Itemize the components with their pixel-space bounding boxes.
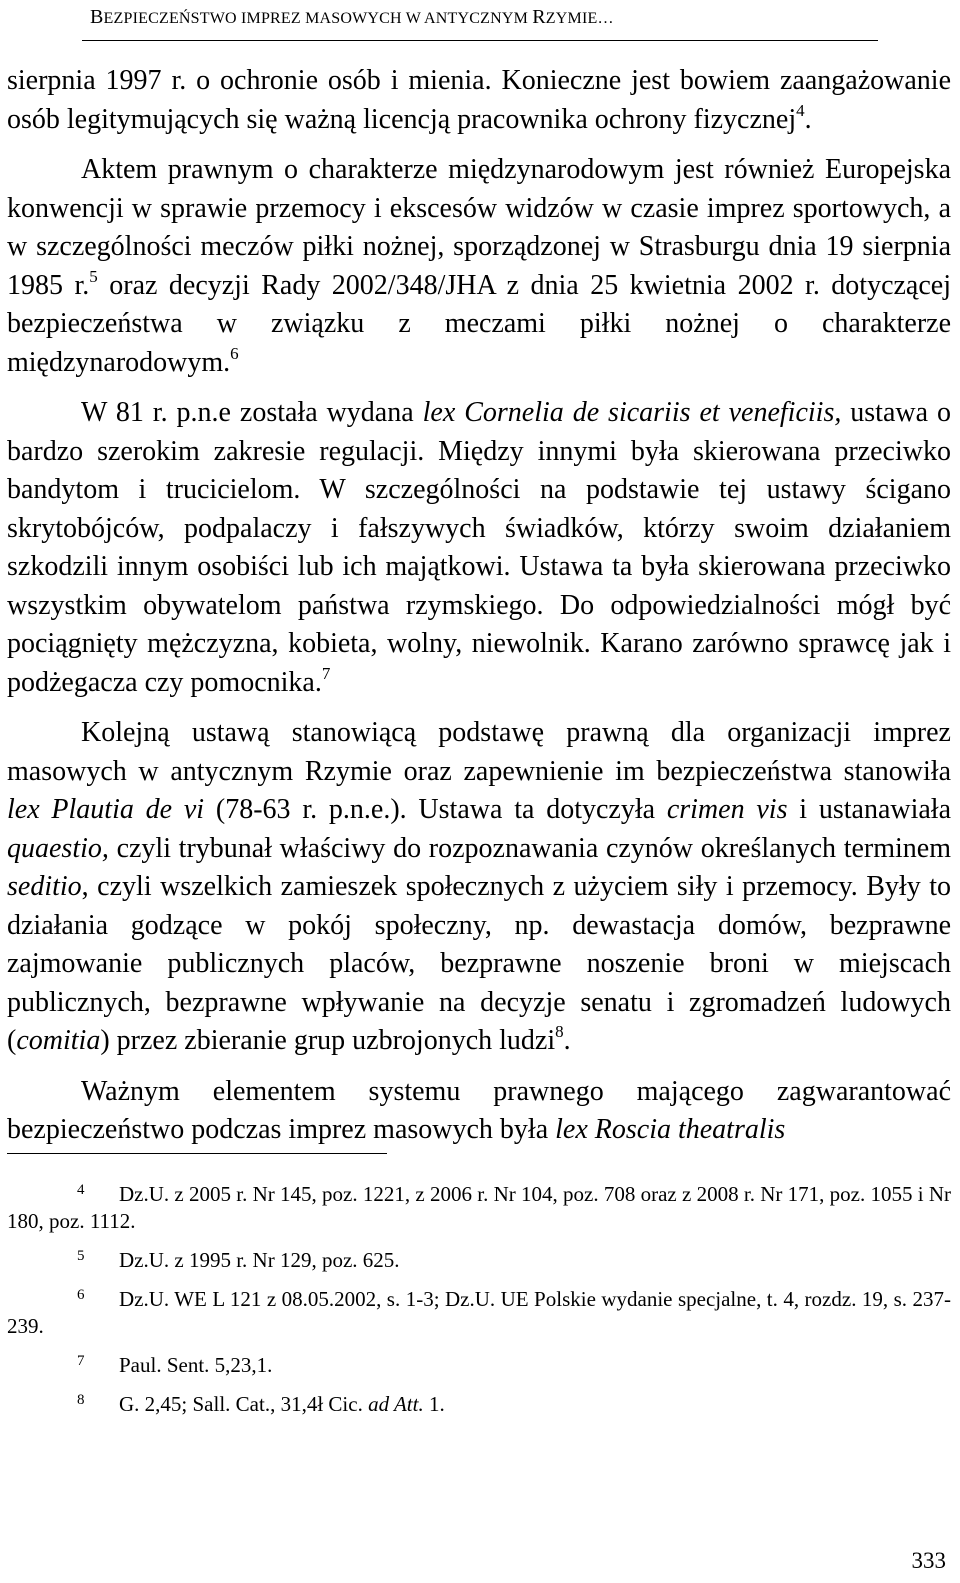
p2-text-b: oraz decyzji Rady 2002/348/JHA z dnia 25 kwietnia 2002 r. dotyczącej bezpieczeństwa w związku z meczami piłki nożnej o charakterze międzynarodowym. [7, 269, 951, 378]
footnote-text: Dz.U. z 1995 r. Nr 129, poz. 625. [119, 1248, 400, 1272]
p4-text-e: , czyli wszelkich zamieszek społecznych z użyciem siły i przemocy. Były to działania godzące w pokój społeczny, np. dewastacja domów, bezprawne zajmowanie publicznych placów, bezprawne noszenie broni w miejscach publicznych, bezprawne wpływanie na decyzje senatu i zgromadzeń ludowych ( [7, 871, 951, 1056]
footnote-text: Dz.U. WE L 121 z 08.05.2002, s. 1-3; Dz.U. UE Polskie wydanie specjalne, t. 4, rozdz. 19, s. 237-239. [7, 1287, 951, 1338]
footnotes [7, 1177, 951, 1426]
p4-italic-comitia: comitia [16, 1025, 101, 1056]
footnote-ref-6: 6 [230, 343, 239, 363]
p3-italic-lex-cornelia: lex Cornelia de sicariis et veneficiis, [422, 397, 842, 428]
footnote-text-end: 1. [423, 1392, 445, 1416]
footnote-ref-4: 4 [796, 100, 805, 120]
footnote-text: G. 2,45; Sall. Cat., 31,4ł Cic. [119, 1392, 369, 1416]
footnote-6 [7, 1282, 951, 1340]
header-initial-r: R [532, 6, 546, 28]
paragraph-2 [7, 151, 951, 382]
footnote-text: Paul. Sent. 5,23,1. [119, 1353, 273, 1377]
p5-text-a: Ważnym elementem systemu prawnego mającego zagwarantować bezpieczeństwo podczas imprez masowych była [7, 1075, 951, 1145]
page-number: 333 [911, 1548, 946, 1573]
p2-text: Aktem prawnym o charakterze międzynarodowym jest również Europejska konwencji w sprawie przemocy i ekscesów widzów w czasie imprez sportowych, a w szczególności meczów piłki nożnej, sporządzonej w Strasburgu dnia 19 sierpnia 1985 r. [7, 154, 951, 301]
p4-text-b: (78-63 r. p.n.e.). Ustawa ta dotyczyła [204, 794, 667, 825]
p4-text-a: Kolejną ustawą stanowiącą podstawę prawną dla organizacji imprez masowych w antycznym Rzymie oraz zapewnienie im bezpieczeństwa stanowiła [7, 717, 951, 787]
p4-italic-crimen-vis: crimen vis [666, 794, 788, 825]
header-text-1: EZPIECZEŃSTWO IMPREZ MASOWYCH W ANTYCZNYM [103, 10, 533, 27]
paragraph-1 [7, 62, 951, 139]
footnote-number: 8 [77, 1392, 85, 1408]
header-text-2: ZYMIE… [545, 10, 614, 27]
paragraph-5 [7, 1073, 951, 1150]
footnote-ref-7: 7 [321, 663, 331, 683]
p3-text-b: ustawa o bardzo szerokim zakresie regulacji. Między innymi była skierowana przeciwko bandytom i trucicielom. W szczególności na podstawie tej ustawy ścigano skrytobójców, podpalaczy i fałszywych świadków, którzy swoim działaniem szkodzili innym osobiści lub ich majątkowi. Ustawa ta była skierowana przeciwko wszystkim obywatelom państwa rzymskiego. Do odpowiedzialności mógł być pociągnięty mężczyzna, kobieta, wolny, niewolnik. Karano zarówno sprawcę jak i podżegacza czy pomocnika. [7, 397, 951, 698]
paragraph-3 [7, 394, 951, 702]
footnote-number: 4 [77, 1182, 85, 1198]
footnote-number: 7 [77, 1353, 85, 1369]
p1-text: sierpnia 1997 r. o ochronie osób i mienia. Konieczne jest bowiem zaangażowanie osób legitymujących się ważną licencją pracownika ochrony fizycznej [7, 65, 951, 135]
p4-text-c: i ustanawiała [787, 794, 952, 825]
p1-end: . [804, 103, 812, 135]
p5-italic-lex-roscia: lex Roscia theatralis [555, 1114, 786, 1145]
running-header [90, 6, 614, 29]
footnote-rule [7, 1153, 387, 1154]
footnote-ref-5: 5 [89, 266, 98, 286]
footnote-5 [7, 1243, 951, 1274]
p4-italic-quaestio: quaestio, [7, 832, 109, 864]
footnote-italic: ad Att. [368, 1392, 424, 1416]
p4-italic-seditio: seditio [7, 871, 82, 902]
footnote-ref-8: 8 [555, 1022, 564, 1041]
footnote-text: Dz.U. z 2005 r. Nr 145, poz. 1221, z 2006 r. Nr 104, poz. 708 oraz z 2008 r. Nr 171, poz. 1055 i Nr 180, poz. 1112. [7, 1182, 951, 1233]
footnote-7 [7, 1348, 951, 1379]
p4-text-d: czyli trybunał właściwy do rozpoznawania czynów określanych terminem [108, 832, 951, 864]
footnote-8 [7, 1387, 951, 1418]
header-rule [82, 40, 878, 41]
footnote-number: 6 [77, 1287, 85, 1303]
footnote-number: 5 [77, 1248, 85, 1264]
p4-end: . [563, 1025, 571, 1056]
paragraph-4 [7, 714, 951, 1061]
footnote-4 [7, 1177, 951, 1235]
p4-italic-lex-plautia: lex Plautia de vi [7, 794, 205, 825]
body-text [7, 62, 951, 1162]
p3-text-a: W 81 r. p.n.e została wydana [81, 397, 423, 428]
p4-text-f: ) przez zbieranie grup uzbrojonych ludzi [100, 1025, 556, 1056]
header-initial-b: B [90, 6, 104, 28]
